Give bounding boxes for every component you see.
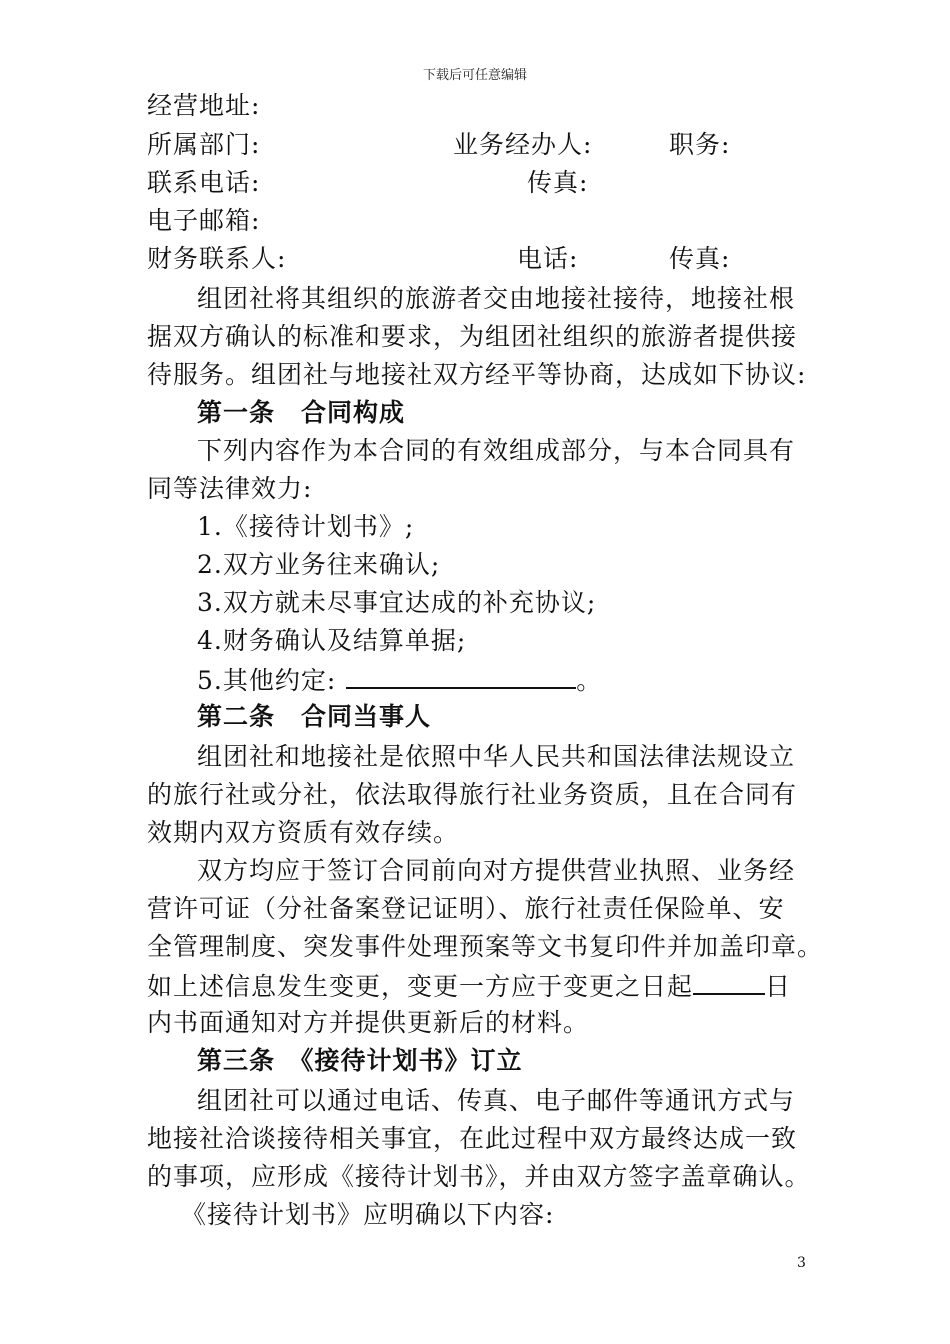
field-fax: 传真:	[527, 168, 589, 197]
article-heading: 第三条 《接待计划书》订立	[197, 1046, 523, 1075]
paragraph-line: 双方均应于签订合同前向对方提供营业执照、业务经	[197, 856, 796, 885]
paragraph-text: 日	[765, 972, 792, 1001]
field-department: 所属部门:	[147, 130, 261, 159]
paragraph-line: 组团社可以通过电话、传真、电子邮件等通讯方式与	[197, 1086, 796, 1115]
field-phone: 联系电话:	[147, 168, 261, 197]
field-handler: 业务经办人:	[453, 130, 593, 159]
paragraph-line: 下列内容作为本合同的有效组成部分，与本合同具有	[197, 436, 796, 465]
field-finance-phone: 电话:	[517, 244, 579, 273]
paragraph-line: 地接社洽谈接待相关事宜，在此过程中双方最终达成一致	[147, 1124, 798, 1153]
list-item-end: 。	[576, 666, 603, 695]
paragraph-line-with-blank	[147, 967, 791, 1003]
paragraph-text: 如上述信息发生变更，变更一方应于变更之日起	[147, 972, 694, 1001]
list-item: 4.财务确认及结算单据;	[197, 626, 467, 655]
page-number: 3	[797, 1255, 806, 1271]
article-heading: 第二条 合同当事人	[197, 702, 432, 731]
paragraph-line: 效期内双方资质有效存续。	[147, 818, 460, 847]
list-item: 2.双方业务往来确认;	[197, 550, 441, 579]
paragraph-line: 营许可证（分社备案登记证明）、旅行社责任保险单、安	[147, 894, 785, 923]
paragraph-line: 同等法律效力:	[147, 474, 313, 503]
list-item: 3.双方就未尽事宜达成的补充协议;	[197, 588, 597, 617]
paragraph-line: 据双方确认的标准和要求，为组团社组织的旅游者提供接	[147, 322, 798, 351]
paragraph-line: 待服务。组团社与地接社双方经平等协商，达成如下协议:	[147, 360, 807, 389]
list-item-with-blank	[197, 661, 602, 697]
fill-in-blank	[346, 661, 576, 689]
paragraph-line: 的事项，应形成《接待计划书》，并由双方签字盖章确认。	[147, 1162, 811, 1191]
paragraph-line: 内书面通知对方并提供更新后的材料。	[147, 1008, 590, 1037]
field-address: 经营地址:	[147, 91, 261, 120]
field-finance-contact: 财务联系人:	[147, 244, 287, 273]
paragraph-line: 《接待计划书》应明确以下内容:	[181, 1200, 555, 1229]
article-heading: 第一条 合同构成	[197, 398, 406, 427]
paragraph-line: 组团社将其组织的旅游者交由地接社接待，地接社根	[197, 284, 796, 313]
paragraph-line: 全管理制度、突发事件处理预案等文书复印件并加盖印章。	[147, 932, 824, 961]
paragraph-line: 的旅行社或分社，依法取得旅行社业务资质，且在合同有	[147, 780, 798, 809]
field-email: 电子邮箱:	[147, 206, 261, 235]
fill-in-blank	[693, 967, 765, 995]
page-header: 下载后可任意编辑	[422, 68, 527, 83]
field-finance-fax: 传真:	[669, 244, 731, 273]
list-item: 1.《接待计划书》;	[197, 512, 415, 541]
field-position: 职务:	[669, 130, 731, 159]
paragraph-line: 组团社和地接社是依照中华人民共和国法律法规设立	[197, 742, 796, 771]
list-item-label: 5.其他约定:	[197, 666, 337, 695]
